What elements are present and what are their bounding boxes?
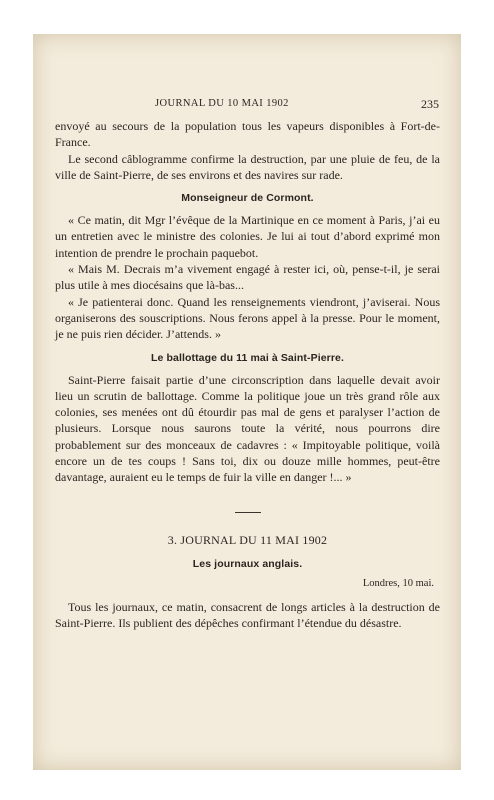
paragraph-continued: envoyé au secours de la population tous les vapeurs disponibles à Fort-de-France. <box>55 119 440 150</box>
book-page <box>33 34 461 770</box>
subheading-journaux: Les journaux anglais. <box>192 557 303 570</box>
running-header <box>55 98 439 112</box>
section-title: 3. JOURNAL DU 11 MAI 1902 <box>167 532 328 547</box>
paragraph-cablegramme: Le second câblogramme confirme la destruction, par une pluie de feu, de la ville de Saint-Pierre, de ses environs et des navires sur rade. <box>55 151 440 182</box>
paragraph-quote-2: « Mais M. Decrais m’a vivement engagé à rester ici, où, pense-t-il, je serai plus utile à mes diocésains que là-bas... <box>55 262 440 293</box>
running-title: JOURNAL DU 10 MAI 1902 <box>155 98 289 109</box>
paragraph-quote-1: « Ce matin, dit Mgr l’évêque de la Martinique en ce moment à Paris, j’ai eu un entretien avec le ministre des colonies. Je lui ai tout d’abord exprimé mon intention de prendre le prochain paquebot. <box>55 213 440 260</box>
page-body <box>55 118 440 631</box>
paragraph-ballottage: Saint-Pierre faisait partie d’une circonscription dans laquelle devait avoir lieu un scrutin de ballottage. Comme la politique joue un très grand rôle aux colonies, ses menées ont dû étourdir pas mal de gens et paralyser l’action de plusieurs. Lorsque nous saurons toute la vérité, nous pourrons dire probablement sur des monceaux de cadavres : « Impitoyable politique, voilà encore un de tes coups ! Sans toi, dix ou douze mille hommes, peut-être davantage, auraient eu le temps de fuir la ville en danger !... » <box>55 372 440 485</box>
dateline: Londres, 10 mai. <box>362 577 434 589</box>
subheading-ballottage: Le ballottage du 11 mai à Saint-Pierre. <box>151 351 344 364</box>
section-separator <box>235 512 261 513</box>
paragraph-quote-3: « Je patienterai donc. Quand les renseignements viendront, j’aviserai. Nous organiserons des souscriptions. Nous ferons appel à la presse. Pour le moment, je ne puis rien décider. J’attends. » <box>55 294 440 342</box>
page-number: 235 <box>421 97 439 111</box>
paragraph-journaux: Tous les journaux, ce matin, consacrent de longs articles à la destruction de Saint-Pierre. Ils publient des dépêches confirmant l’étendue du désastre. <box>55 599 440 630</box>
subheading-cormont: Monseigneur de Cormont. <box>181 192 314 205</box>
